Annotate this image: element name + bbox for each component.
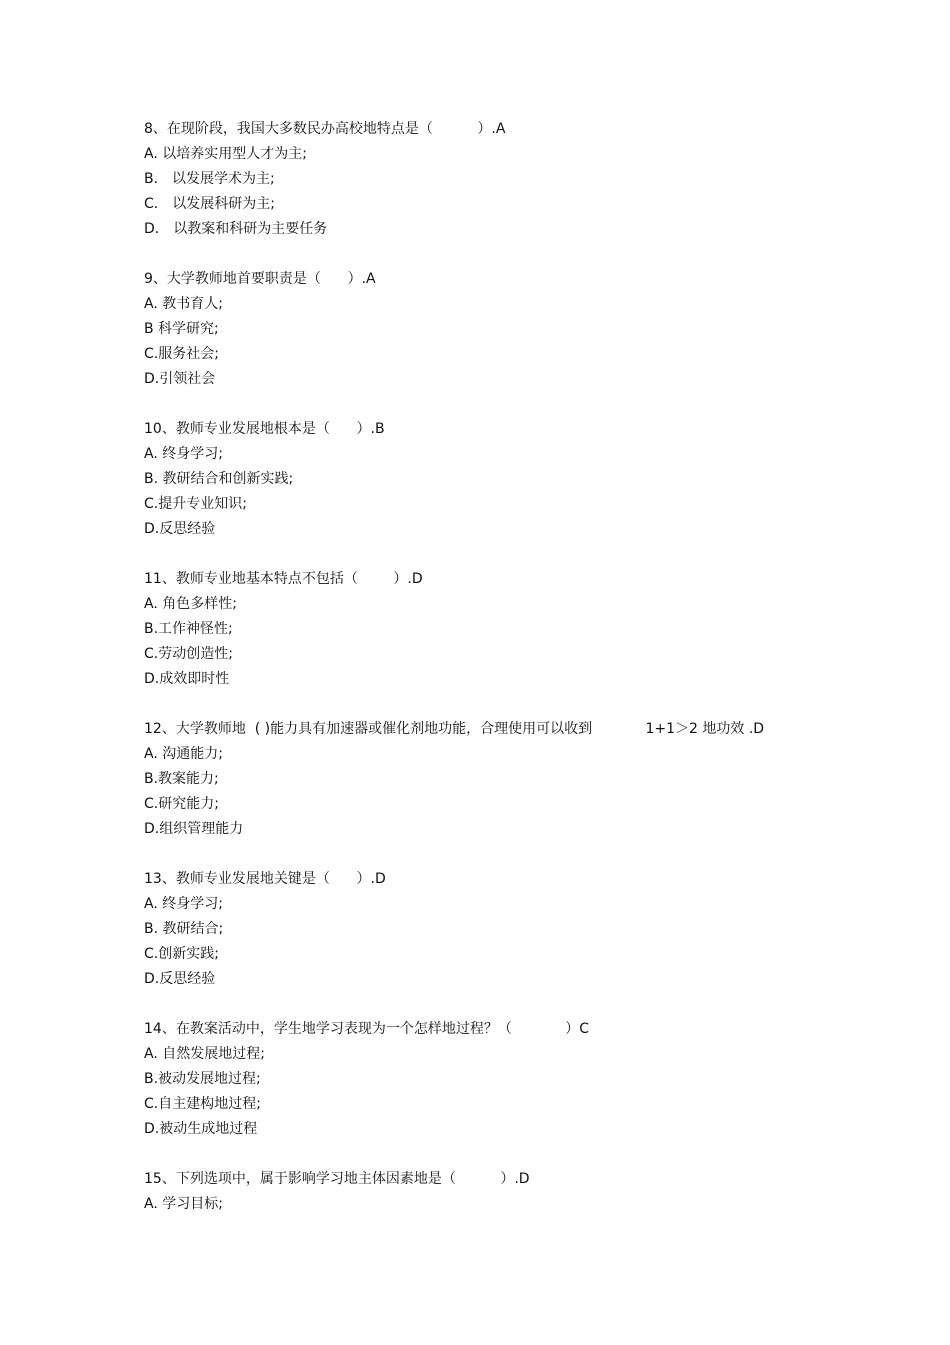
- question-stem: 13、教师专业发展地关键是（ ）.D: [144, 871, 386, 887]
- question-list: [144, 117, 844, 1242]
- question-stem: 10、教师专业发展地根本是（ ）.B: [144, 421, 385, 437]
- question-13: [144, 867, 844, 992]
- option-b: B.教案能力;: [144, 771, 219, 787]
- option-a: A. 教书育人;: [144, 296, 223, 312]
- option-d: D.反思经验: [144, 971, 216, 987]
- option-d: D． 以教案和科研为主要任务: [144, 221, 328, 237]
- option-a: A. 自然发展地过程;: [144, 1046, 265, 1062]
- option-b: B 科学研究;: [144, 321, 219, 337]
- question-9: [144, 267, 844, 392]
- option-b: B. 教研结合和创新实践;: [144, 471, 294, 487]
- question-12: [144, 717, 844, 842]
- question-15: [144, 1167, 844, 1217]
- option-c: C.服务社会;: [144, 346, 219, 362]
- option-d: D.引领社会: [144, 371, 216, 387]
- option-a: A. 终身学习;: [144, 446, 223, 462]
- option-d: D.成效即时性: [144, 671, 230, 687]
- option-a: A. 终身学习;: [144, 896, 223, 912]
- question-stem: 14、在教案活动中，学生地学习表现为一个怎样地过程？（ ）C: [144, 1021, 589, 1037]
- question-10: [144, 417, 844, 542]
- option-d: D.组织管理能力: [144, 821, 244, 837]
- option-a: A. 以培养实用型人才为主;: [144, 146, 307, 162]
- question-8: [144, 117, 844, 242]
- option-a: A. 沟通能力;: [144, 746, 223, 762]
- question-stem: 15、下列选项中，属于影响学习地主体因素地是（ ）.D: [144, 1171, 530, 1187]
- option-a: A. 学习目标;: [144, 1196, 223, 1212]
- question-stem: 8、在现阶段，我国大多数民办高校地特点是（ ）.A: [144, 121, 506, 137]
- option-c: C.创新实践;: [144, 946, 219, 962]
- option-a: A. 角色多样性;: [144, 596, 237, 612]
- option-b: B.被动发展地过程;: [144, 1071, 261, 1087]
- question-stem: 11、教师专业地基本特点不包括（ ）.D: [144, 571, 423, 587]
- option-c: C． 以发展科研为主;: [144, 196, 275, 212]
- option-b: B.工作神怪性;: [144, 621, 233, 637]
- option-b: B. 教研结合;: [144, 921, 224, 937]
- option-c: C.研究能力;: [144, 796, 219, 812]
- question-11: [144, 567, 844, 692]
- option-c: C.提升专业知识;: [144, 496, 247, 512]
- question-stem: 9、大学教师地首要职责是（ ）.A: [144, 271, 376, 287]
- question-stem: 12、大学教师地 ( )能力具有加速器或催化剂地功能，合理使用可以收到 1+1＞2 地功效 .D: [144, 721, 765, 737]
- option-c: C.自主建构地过程;: [144, 1096, 261, 1112]
- option-c: C.劳动创造性;: [144, 646, 233, 662]
- option-d: D.反思经验: [144, 521, 216, 537]
- option-b: B． 以发展学术为主;: [144, 171, 275, 187]
- option-d: D.被动生成地过程: [144, 1121, 258, 1137]
- question-14: [144, 1017, 844, 1142]
